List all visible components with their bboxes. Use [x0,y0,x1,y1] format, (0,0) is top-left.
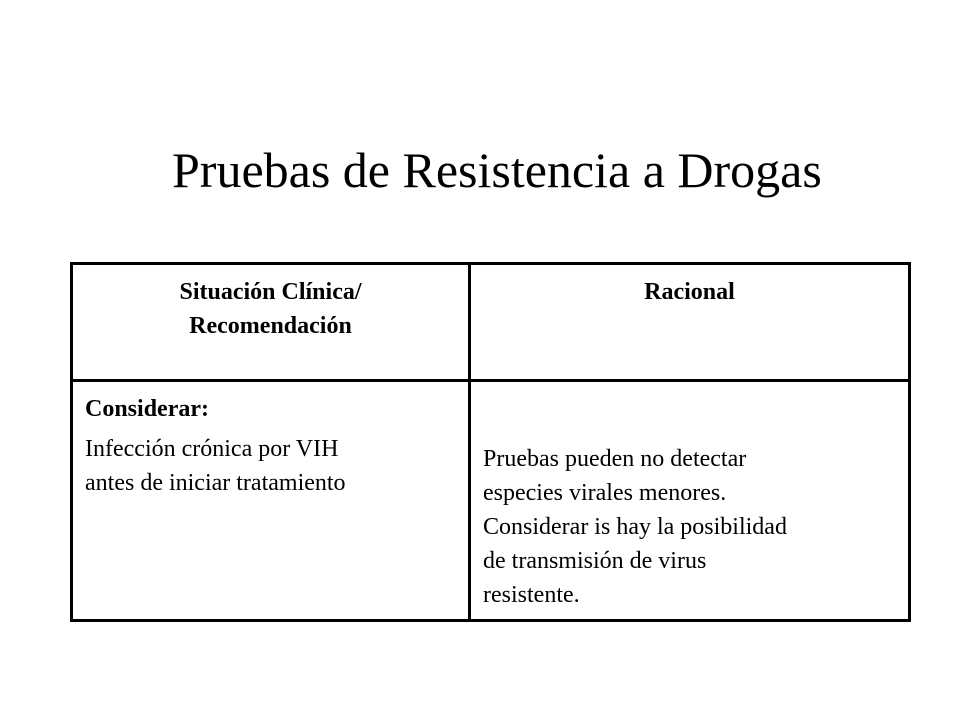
table-row [72,381,910,621]
situation-line-1: Infección crónica por VIH [85,436,339,462]
situation-line-2: antes de iniciar tratamiento [85,470,346,496]
header-situation-line-1: Situación Clínica/ [179,279,362,305]
consider-label: Considerar: [85,396,209,422]
header-rationale-label: Racional [644,279,735,305]
rationale-line-3: Considerar is hay la posibilidad [483,514,787,540]
recommendation-table [70,262,911,622]
situation-cell [72,381,470,621]
header-situation [72,264,470,381]
header-rationale [470,264,910,381]
rationale-cell [470,381,910,621]
table-header-row [72,264,910,381]
rationale-line-4: de transmisión de virus [483,548,707,574]
rationale-line-1: Pruebas pueden no detectar [483,446,747,472]
rationale-line-2: especies virales menores. [483,480,727,506]
rationale-line-5: resistente. [483,582,580,608]
slide-title: Pruebas de Resistencia a Drogas [172,142,822,198]
header-situation-line-2: Recomendación [189,313,352,339]
